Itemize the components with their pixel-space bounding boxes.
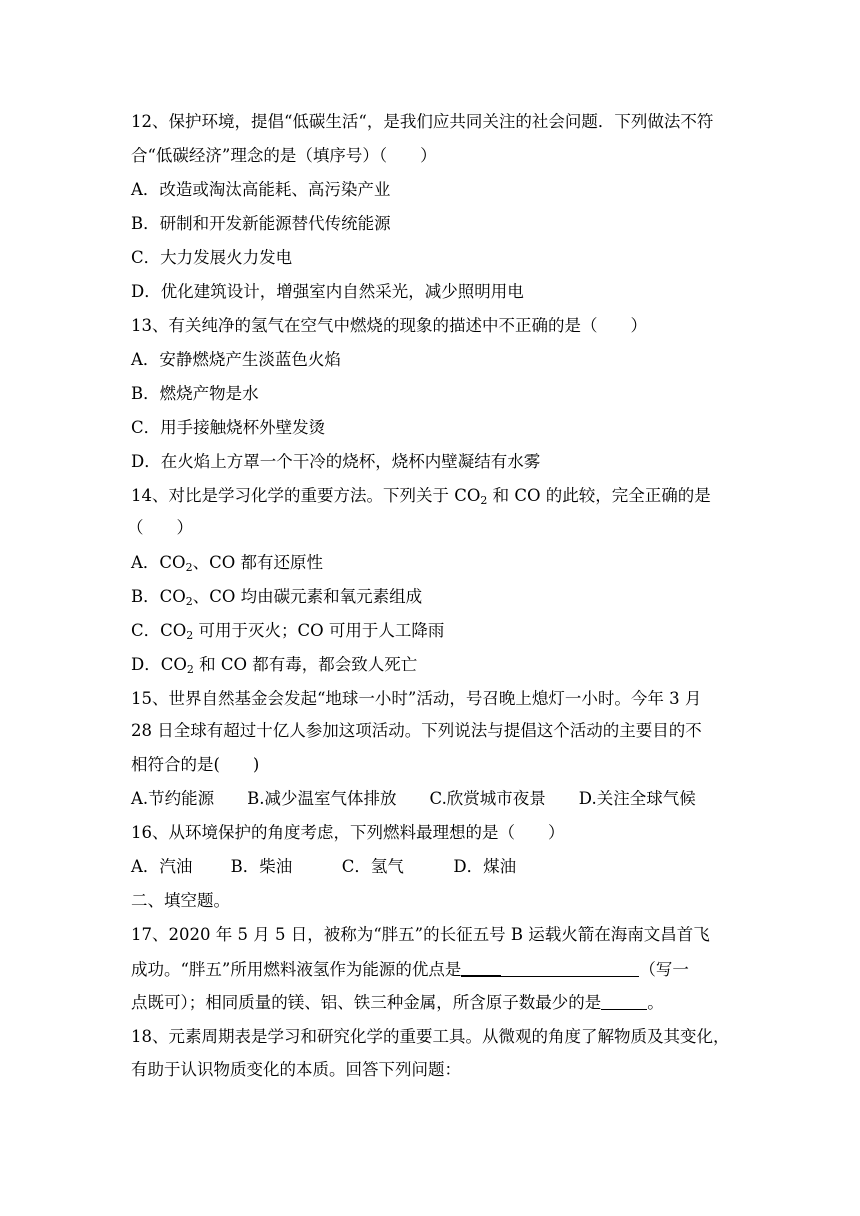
q15-stem-line2: 28 日全球有超过十亿人参加这项活动。下列说法与提倡这个活动的主要目的不	[131, 721, 702, 740]
q16-options: A．汽油 B．柴油 C．氢气 D．煤油	[131, 857, 517, 876]
q16-stem: 16、从环境保护的角度考虑，下列燃料最理想的是（ ）	[131, 823, 565, 842]
q14-stem-line2: （ ）	[127, 518, 193, 537]
subscript: 2	[186, 629, 194, 642]
option-text: C．CO	[131, 621, 187, 640]
q12-option-a: A．改造或淘汰高能耗、高污染产业	[131, 180, 391, 199]
q17-stem-line2	[131, 959, 689, 980]
q15-options: A.节约能源 B.减少温室气体排放 C.欣赏城市夜景 D.关注全球气候	[131, 789, 696, 808]
q13-option-c: C．用手接触烧杯外壁发烫	[131, 418, 326, 437]
q17-text-end: （写一	[639, 960, 689, 979]
q17-stem-line3	[131, 993, 664, 1013]
q14-stem-line1	[131, 486, 711, 506]
option-text-end: 、CO 均由碳元素和氧元素组成	[192, 587, 423, 606]
q12-option-d: D．优化建筑设计，增强室内自然采光，减少照明用电	[131, 282, 524, 301]
q14-stem-text: 14、对比是学习化学的重要方法。下列关于 CO	[131, 486, 481, 505]
section-heading: 二、填空题。	[131, 891, 230, 910]
q13-option-d: D．在火焰上方罩一个干冷的烧杯，烧杯内壁凝结有水雾	[131, 452, 541, 471]
option-text-end: 、CO 都有还原性	[192, 553, 323, 572]
subscript: 2	[185, 561, 193, 574]
q12-option-c: C．大力发展火力发电	[131, 248, 293, 267]
q17-text: 点既可）；相同质量的镁、铝、铁三种金属，所含原子数最少的是	[131, 993, 602, 1012]
q14-option-c	[131, 621, 444, 641]
answer-blank-2[interactable]	[601, 993, 647, 1010]
option-text: B．CO	[131, 587, 186, 606]
q13-option-a: A．安静燃烧产生淡蓝色火焰	[131, 350, 341, 369]
answer-blank-1a[interactable]	[461, 959, 501, 977]
q18-stem-line1: 18、元素周期表是学习和研究化学的重要工具。从微观的角度了解物质及其变化，	[131, 1027, 730, 1046]
q13-option-b: B．燃烧产物是水	[131, 384, 259, 403]
q15-stem-line1: 15、世界自然基金会发起“地球一小时”活动，号召晚上熄灯一小时。今年 3 月	[131, 689, 702, 708]
q14-option-d	[131, 655, 417, 675]
q17-text: 成功。“胖五”所用燃料液氢作为能源的优点是	[131, 960, 462, 979]
option-text: A．CO	[131, 553, 186, 572]
q13-stem: 13、有关纯净的氢气在空气中燃烧的现象的描述中不正确的是（ ）	[131, 316, 647, 335]
option-text: D．CO	[131, 655, 187, 674]
answer-blank-1b[interactable]	[501, 960, 639, 977]
option-text-end: 可用于灭火；CO 可用于人工降雨	[193, 621, 445, 640]
q12-option-b: B．研制和开发新能源替代传统能源	[131, 214, 391, 233]
subscript: 2	[185, 595, 193, 608]
q14-stem-text-end: 和 CO 的此较，完全正确的是	[487, 486, 711, 505]
subscript: 2	[480, 494, 488, 507]
q14-option-a	[131, 553, 323, 573]
q17-text-end: 。	[647, 993, 664, 1012]
q15-stem-line3: 相符合的是( )	[131, 755, 260, 774]
q14-option-b	[131, 587, 422, 607]
q12-stem-line1: 12、保护环境，提倡“低碳生活“，是我们应共同关注的社会问题．下列做法不符	[131, 112, 714, 131]
q17-stem-line1: 17、2020 年 5 月 5 日，被称为“胖五”的长征五号 B 运载火箭在海南文昌首飞	[131, 925, 710, 944]
subscript: 2	[186, 663, 194, 676]
option-text-end: 和 CO 都有毒，都会致人死亡	[193, 655, 418, 674]
q18-stem-line2: 有助于认识物质变化的本质。回答下列问题：	[131, 1060, 461, 1079]
q12-stem-line2: 合“低碳经济”理念的是（填序号）（ ）	[131, 146, 437, 165]
